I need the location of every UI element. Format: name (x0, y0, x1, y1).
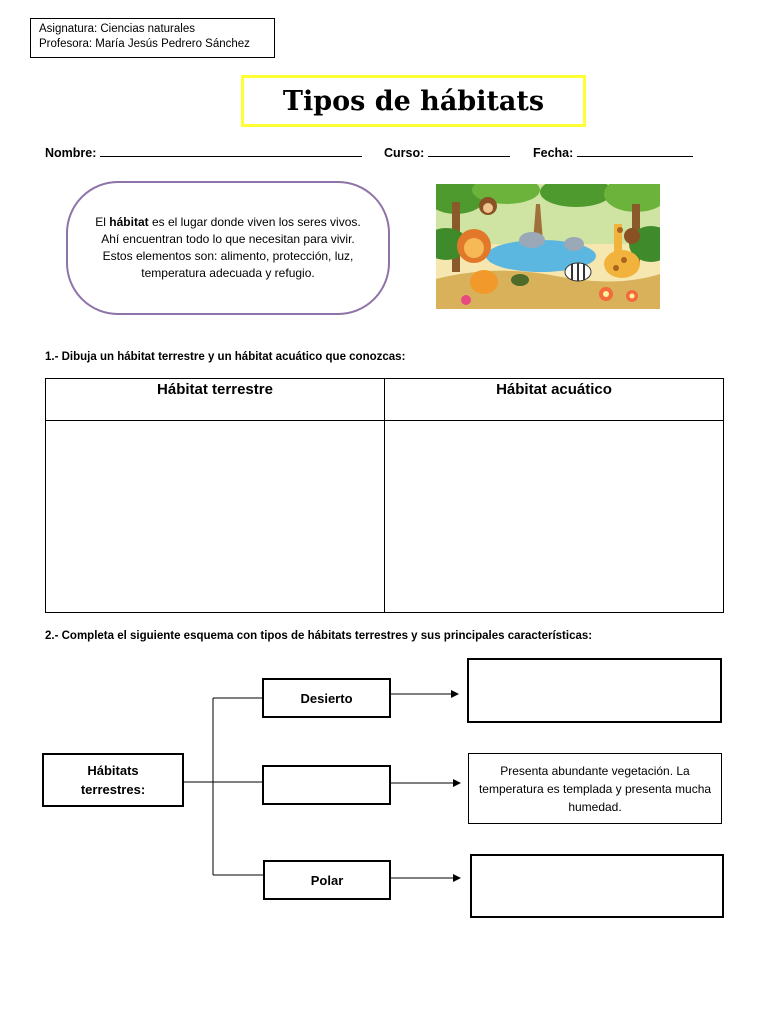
desc-box-desert-blank[interactable] (467, 658, 722, 723)
subject-text: Asignatura: Ciencias naturales (39, 23, 195, 35)
question-1: 1.- Dibuja un hábitat terrestre y un hábitat acuático que conozcas: (45, 351, 406, 363)
title-text: Tipos de hábitats (282, 85, 545, 117)
root-line1: Hábitats (87, 763, 139, 778)
definition-keyword: hábitat (109, 215, 149, 229)
branch-box-middle-blank[interactable] (262, 765, 391, 805)
course-label: Curso: (384, 146, 425, 160)
root-line2: terrestres: (80, 782, 146, 797)
desc-box-middle (468, 753, 722, 824)
desert-label: Desierto (300, 690, 353, 706)
middle-desc: Presenta abundante vegetación. La temperatura es templada y presenta mucha humedad. (478, 763, 712, 814)
desc-box-polar-blank[interactable] (470, 854, 724, 918)
aquatic-header: Hábitat acuático (385, 379, 724, 421)
teacher-text: Profesora: María Jesús Pedrero Sánchez (39, 38, 250, 50)
name-label: Nombre: (45, 146, 97, 160)
root-box-terrestrial-habitats (42, 753, 184, 807)
date-label: Fecha: (533, 146, 574, 160)
question-2: 2.- Completa el siguiente esquema con tipos de hábitats terrestres y sus principales características: (45, 630, 593, 642)
definition-prefix: El (95, 215, 110, 229)
terrestrial-header: Hábitat terrestre (46, 379, 385, 421)
definition-body: es el lugar donde viven los seres vivos. Ahí encuentran todo lo que necesitan para vivir. Estos elementos son: alimento, protección, luz, temperatura adecuada y refugio. (101, 215, 361, 280)
branch-box-polar (263, 860, 391, 900)
branch-box-desert (262, 678, 391, 718)
polar-label: Polar (310, 872, 344, 888)
